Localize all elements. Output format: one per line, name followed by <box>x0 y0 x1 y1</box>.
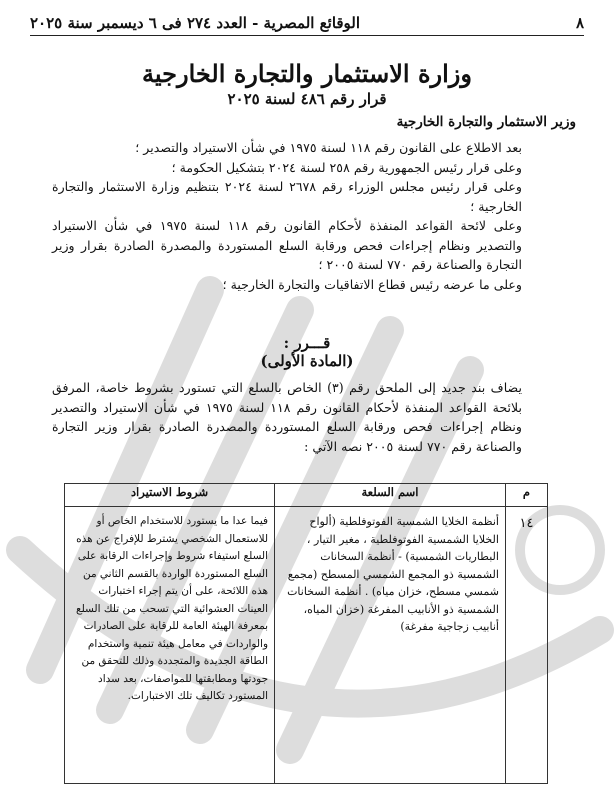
preamble-clause: وعلى قرار رئيس مجلس الوزراء رقم ٢٦٧٨ لسنة ٢٠٢٤ بتنظيم وزارة الاستثمار والتجارة الخارجية ؛ <box>52 179 523 214</box>
preamble-clause: وعلى لائحة القواعد المنفذة لأحكام القانون رقم ١١٨ لسنة ١٩٧٥ في شأن الاستيراد والتصدير ونظام إجراءات فحص ورقابة السلع المستوردة والمصدرة الصادرة بقرار وزير التجارة والصناعة رقم ٧٧٠ لسنة ٢٠٠٥ ؛ <box>52 218 522 272</box>
preamble-clause: وعلى قرار رئيس الجمهورية رقم ٢٥٨ لسنة ٢٠٢٤ بتشكيل الحكومة ؛ <box>171 159 522 175</box>
minister-title: وزير الاستثمار والتجارة الخارجية <box>396 114 576 130</box>
page-number: ٨ <box>575 14 584 32</box>
cell-goods-name: أنظمة الخلايا الشمسية الفوتوفلطية (ألواح الخلايا الشمسية الفوتوفلطية ، مغير التيار ، البطاريات الشمسية) - أنظمة السخانات الشمسية ذو المجمع الشمسي المسطح (مجمع شمسي مسطح، خزان مياه) . أنظمة السخانات الشمسية ذو الأنابيب المفرغة (خزان المياه، أنابيب زجاجية مفرغة) <box>275 507 506 784</box>
header-import-conditions: شروط الاستيراد <box>65 484 275 507</box>
table-header-row <box>65 484 548 507</box>
header-goods-name: اسم السلعة <box>275 484 506 507</box>
preamble <box>52 138 556 294</box>
decided-heading: قـــرر : <box>283 334 331 352</box>
article-paragraph: يضاف بند جديد إلى الملحق رقم (٣) الخاص بالسلع التي تستورد بشروط خاصة، المرفق بلائحة القواعد المنفذة لأحكام القانون رقم ١١٨ لسنة ١٩٧٥ في شأن الاستيراد والتصدير ونظام إجراءات فحص ورقابة السلع المستوردة والمصدرة الصادرة بقرار وزير التجارة والصناعة رقم ٧٧٠ لسنة ٢٠٠٥ نصه الآتي : <box>52 380 522 454</box>
header-m: م <box>505 484 547 507</box>
preamble-clause: بعد الاطلاع على القانون رقم ١١٨ لسنة ١٩٧٥ في شأن الاستيراد والتصدير ؛ <box>135 140 522 155</box>
article-body <box>52 378 556 456</box>
preamble-clause: وعلى ما عرضه رئيس قطاع الاتفاقيات والتجارة الخارجية ؛ <box>222 276 522 292</box>
table-row <box>65 507 548 784</box>
cell-import-conditions: فيما عدا ما يستورد للاستخدام الخاص أو للاستعمال الشخصي يشترط للإفراج عن هذه السلع استيفاء شروط وإجراءات الرقابة على السلع المستوردة الواردة بالقسم الثاني من هذه اللائحة، على أن يتم إجراء اختبارات العينات العشوائية التي تسحب من تلك السلع بمعرفة الهيئة العامة للرقابة على الصادرات والواردات في معامل هيئة تنمية واستخدام الطاقة الجديدة والمتجددة وذلك للتحقق من جودتها ومطابقتها للمواصفات، بعد سداد المستورد تكاليف تلك الاختبارات. <box>65 507 275 784</box>
page-header <box>30 10 584 36</box>
gazette-title: الوقائع المصرية - العدد ٢٧٤ فى ٦ ديسمبر سنة ٢٠٢٥ <box>30 14 361 32</box>
article-heading: (المادة الأولى) <box>260 352 354 370</box>
ministry-title: وزارة الاستثمار والتجارة الخارجية <box>142 59 472 88</box>
goods-table <box>64 483 548 784</box>
cell-m: ١٤ <box>505 507 547 784</box>
decree-title: قرار رقم ٤٨٦ لسنة ٢٠٢٥ <box>227 90 387 108</box>
